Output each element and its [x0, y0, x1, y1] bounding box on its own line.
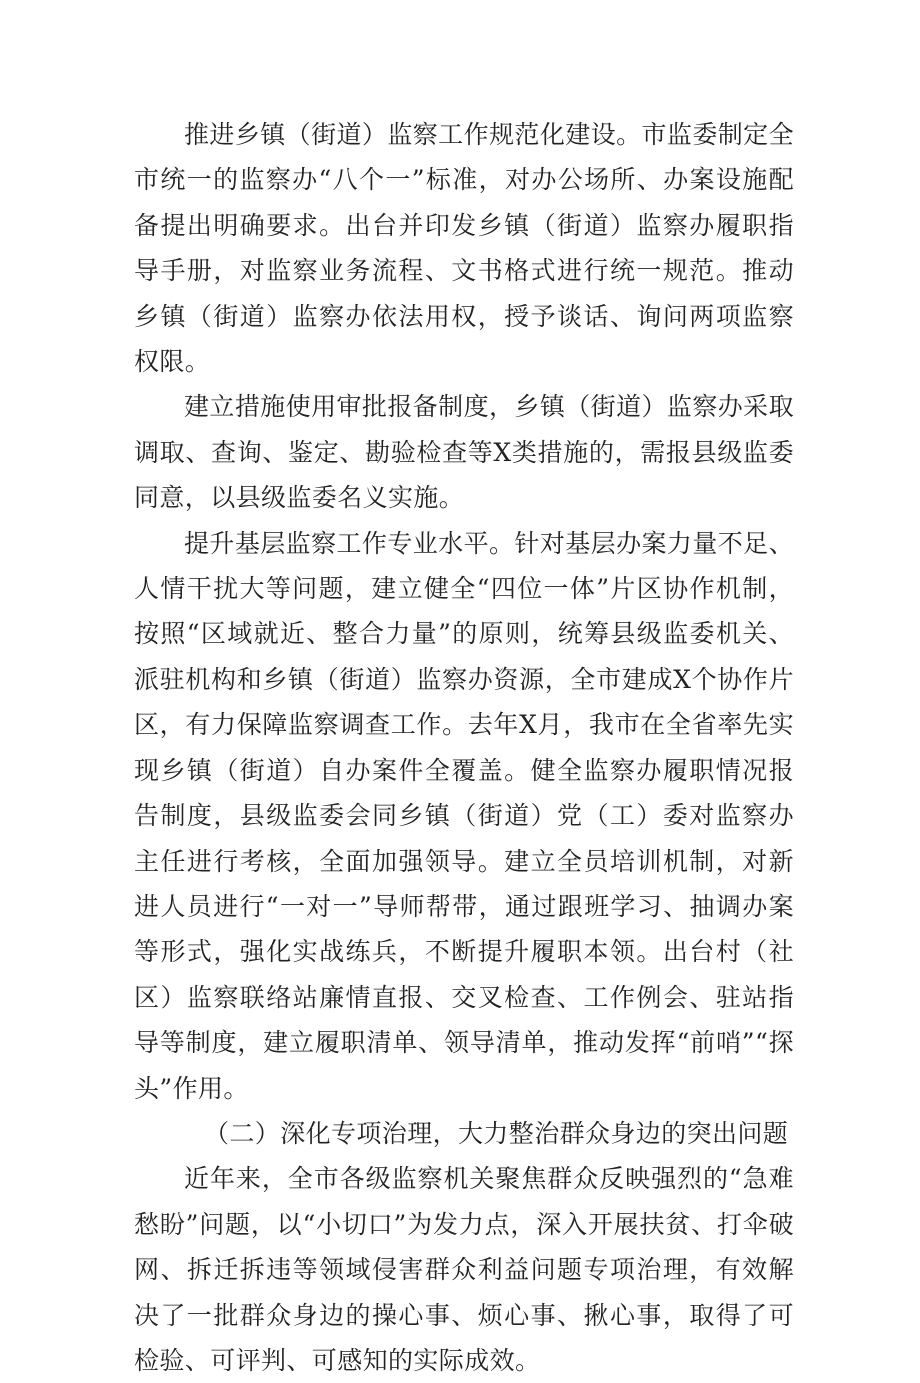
paragraph-professional-level: 提升基层监察工作专业水平。针对基层办案力量不足、人情干扰大等问题，建立健全“四位一体”片区协作机制，按照“区域就近、整合力量”的原则，统筹县级监委机关、派驻机构和乡镇（街道）监察办资源，全市建成X个协作片区，有力保障监察调查工作。去年X月，我市在全省率先实现乡镇（街道）自办案件全覆盖。健全监察办履职情况报告制度，县级监委会同乡镇（街道）党（工）委对监察办主任进行考核，全面加强领导。建立全员培训机制，对新进人员进行“一对一”导师帮带，通过跟班学习、抽调办案等形式，强化实战练兵，不断提升履职本领。出台村（社区）监察联络站廉情直报、交叉检查、工作例会、驻站指导等制度，建立履职清单、领导清单，推动发挥“前哨”“探头”作用。 — [134, 528, 794, 1103]
paragraph-special-governance: 近年来，全市各级监察机关聚焦群众反映强烈的“急难愁盼”问题，以“小切口”为发力点，深入开展扶贫、打伞破网、拆迁拆违等领域侵害群众利益问题专项治理，有效解决了一批群众身边的操心事、烦心事、揪心事，取得了可检验、可评判、可感知的实际成效。 — [134, 1164, 794, 1375]
paragraph-standardization: 推进乡镇（街道）监察工作规范化建设。市监委制定全市统一的监察办“八个一”标准，对办公场所、办案设施配备提出明确要求。出台并印发乡镇（街道）监察办履职指导手册，对监察业务流程、文书格式进行统一规范。推动乡镇（街道）监察办依法用权，授予谈话、询问两项监察权限。 — [134, 120, 794, 377]
paragraph-approval-system: 建立措施使用审批报备制度，乡镇（街道）监察办采取调取、查询、鉴定、勘验检查等X类措施的，需报县级监委同意，以县级监委名义实施。 — [134, 392, 794, 513]
document-body — [134, 112, 794, 1383]
section-heading: （二）深化专项治理，大力整治群众身边的突出问题 — [204, 1118, 789, 1148]
